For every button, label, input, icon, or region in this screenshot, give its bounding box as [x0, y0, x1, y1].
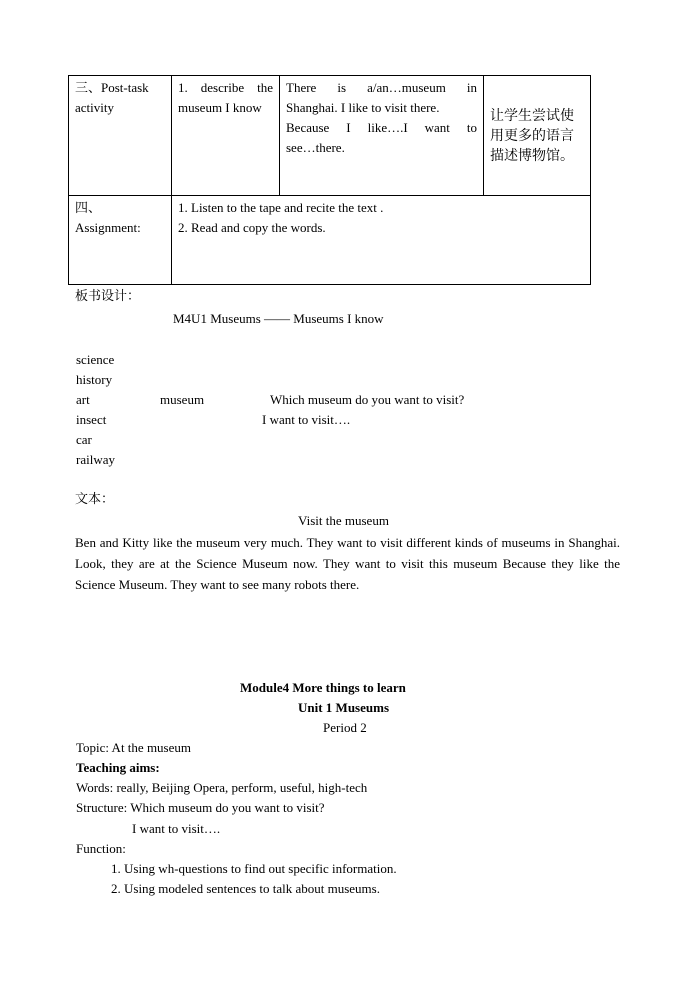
- text-title: Visit the museum: [298, 513, 389, 528]
- content-line: see…there.: [286, 140, 345, 155]
- text-heading: 文本：: [75, 492, 115, 507]
- content-line: There is a/an…museum in: [286, 80, 477, 95]
- board-center-word: museum: [160, 392, 205, 407]
- text-paragraph: Ben and Kitty like the museum very much. They want to visit different kinds of museums in Shanghai. Look, they are at the Science Museum now. They want to visit this museum Because they like the Science Museum. They want to see many robots there.: [75, 535, 620, 592]
- aims-heading: Teaching aims:: [76, 760, 160, 775]
- period-label: Period 2: [323, 720, 367, 735]
- step-cell: 1. describe the museum I know: [172, 76, 280, 196]
- function-heading: Function:: [76, 841, 126, 856]
- stage-cell: 四、Assignment:: [69, 196, 172, 285]
- structure-line: Structure: Which museum do you want to visit?: [76, 800, 325, 815]
- table-row: [69, 76, 591, 196]
- board-word: history: [76, 372, 113, 387]
- purpose-cell: [484, 76, 591, 196]
- structure-answer: I want to visit….: [132, 821, 221, 836]
- topic-line: Topic: At the museum: [76, 740, 191, 755]
- purpose-text: 让学生尝试使用更多的语言描述博物馆。: [490, 107, 574, 164]
- board-word: car: [76, 432, 92, 447]
- board-word: railway: [76, 452, 115, 467]
- assignment-item: 1. Listen to the tape and recite the text .: [178, 200, 384, 215]
- content-cell: [280, 76, 484, 196]
- board-answer: I want to visit….: [262, 412, 351, 427]
- board-title: M4U1 Museums —— Museums I know: [173, 311, 384, 326]
- assignment-cell: [172, 196, 591, 285]
- lesson-plan-table: [68, 75, 591, 285]
- board-word: art: [76, 392, 90, 407]
- stage-cell: 三、Post-task activity: [69, 76, 172, 196]
- board-word: science: [76, 352, 115, 367]
- assignment-item: 2. Read and copy the words.: [178, 220, 326, 235]
- function-item: 1. Using wh-questions to find out specific information.: [111, 861, 397, 876]
- board-word: insect: [76, 412, 107, 427]
- module-title: Module4 More things to learn: [240, 680, 406, 695]
- function-item: 2. Using modeled sentences to talk about museums.: [111, 881, 380, 896]
- board-question: Which museum do you want to visit?: [270, 392, 465, 407]
- content-line: Because I like….I want to: [286, 120, 477, 135]
- unit-title: Unit 1 Museums: [298, 700, 390, 715]
- content-line: Shanghai. I like to visit there.: [286, 100, 440, 115]
- board-heading: 板书设计：: [75, 289, 141, 304]
- table-row: [69, 196, 591, 285]
- words-line: Words: really, Beijing Opera, perform, useful, high-tech: [76, 780, 368, 795]
